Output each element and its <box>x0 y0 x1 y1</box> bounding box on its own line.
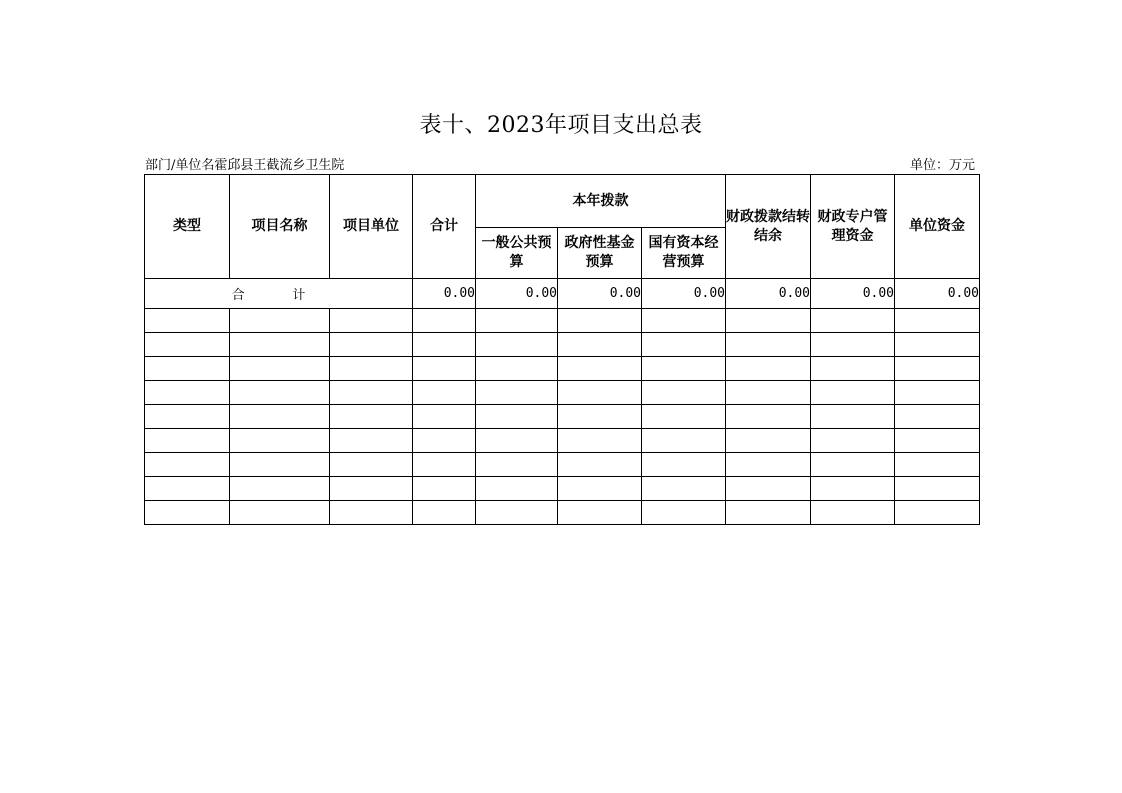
table-cell <box>558 309 642 333</box>
table-cell <box>895 501 980 525</box>
total-value-total: 0.00 <box>413 279 476 309</box>
table-cell <box>558 453 642 477</box>
table-cell <box>642 333 726 357</box>
table-cell <box>895 405 980 429</box>
header-government-fund-budget: 政府性基金预算 <box>558 228 642 279</box>
table-cell <box>230 501 330 525</box>
table-cell <box>230 309 330 333</box>
table-cell <box>476 429 558 453</box>
table-row <box>145 333 980 357</box>
table-cell <box>145 501 230 525</box>
table-cell <box>642 309 726 333</box>
table-row <box>145 477 980 501</box>
table-cell <box>330 477 413 501</box>
total-value-general-public-budget: 0.00 <box>476 279 558 309</box>
table-cell <box>811 429 895 453</box>
table-cell <box>558 477 642 501</box>
header-current-year-allocation: 本年拨款 <box>476 175 726 228</box>
table-cell <box>811 357 895 381</box>
header-fiscal-carryover: 财政拨款结转结余 <box>726 175 811 279</box>
header-state-capital-budget: 国有资本经营预算 <box>642 228 726 279</box>
total-value-fiscal-carryover: 0.00 <box>726 279 811 309</box>
page-title: 表十、2023年项目支出总表 <box>419 113 703 138</box>
table-cell <box>413 357 476 381</box>
department-label: 部门/单位名霍邱县王截流乡卫生院 <box>145 158 345 173</box>
table-cell <box>558 405 642 429</box>
table-cell <box>145 477 230 501</box>
table-cell <box>230 453 330 477</box>
table-cell <box>230 381 330 405</box>
header-project-name: 项目名称 <box>230 175 330 279</box>
table-cell <box>413 405 476 429</box>
table-cell <box>230 429 330 453</box>
table-row <box>145 453 980 477</box>
table-cell <box>642 453 726 477</box>
table-cell <box>726 381 811 405</box>
header-project-unit: 项目单位 <box>330 175 413 279</box>
table-cell <box>330 357 413 381</box>
project-expenditure-table <box>144 174 980 525</box>
table-cell <box>895 453 980 477</box>
table-row <box>145 309 980 333</box>
header-type: 类型 <box>145 175 230 279</box>
total-value-state-capital-budget: 0.00 <box>642 279 726 309</box>
table-cell <box>642 501 726 525</box>
table-cell <box>230 405 330 429</box>
table-cell <box>726 333 811 357</box>
table-cell <box>726 453 811 477</box>
total-value-government-fund-budget: 0.00 <box>558 279 642 309</box>
table-cell <box>558 357 642 381</box>
table-cell <box>726 309 811 333</box>
table-cell <box>330 453 413 477</box>
table-cell <box>476 501 558 525</box>
table-cell <box>642 429 726 453</box>
table-cell <box>642 357 726 381</box>
table-cell <box>145 357 230 381</box>
table-cell <box>726 501 811 525</box>
table-cell <box>230 333 330 357</box>
table-cell <box>413 381 476 405</box>
table-cell <box>642 405 726 429</box>
table-cell <box>330 429 413 453</box>
table-row <box>145 501 980 525</box>
table-cell <box>811 453 895 477</box>
table-cell <box>145 333 230 357</box>
table-cell <box>642 477 726 501</box>
table-cell <box>726 429 811 453</box>
table-row <box>145 357 980 381</box>
table-cell <box>895 309 980 333</box>
table-cell <box>811 405 895 429</box>
table-cell <box>413 429 476 453</box>
table-cell <box>476 405 558 429</box>
total-value-unit-funds: 0.00 <box>895 279 980 309</box>
table-cell <box>811 333 895 357</box>
table-cell <box>476 453 558 477</box>
header-general-public-budget: 一般公共预算 <box>476 228 558 279</box>
table-cell <box>145 453 230 477</box>
table-cell <box>145 405 230 429</box>
table-cell <box>726 477 811 501</box>
total-row <box>145 279 980 309</box>
table-cell <box>413 453 476 477</box>
unit-label: 单位：万元 <box>909 158 975 173</box>
table-cell <box>895 381 980 405</box>
table-cell <box>330 381 413 405</box>
table-cell <box>145 381 230 405</box>
table-cell <box>726 357 811 381</box>
total-value-fiscal-special-account: 0.00 <box>811 279 895 309</box>
table-cell <box>330 309 413 333</box>
table-cell <box>413 477 476 501</box>
table-body <box>145 279 980 525</box>
total-label: 合 计 <box>145 279 413 309</box>
table-cell <box>330 501 413 525</box>
table-cell <box>413 333 476 357</box>
table-cell <box>145 429 230 453</box>
table-cell <box>726 405 811 429</box>
table-cell <box>476 309 558 333</box>
table-cell <box>145 309 230 333</box>
table-row <box>145 381 980 405</box>
table-cell <box>330 333 413 357</box>
table-cell <box>895 429 980 453</box>
table-row <box>145 429 980 453</box>
table-cell <box>558 333 642 357</box>
table-cell <box>811 501 895 525</box>
table-cell <box>230 357 330 381</box>
table-cell <box>895 477 980 501</box>
header-fiscal-special-account: 财政专户管理资金 <box>811 175 895 279</box>
table-cell <box>413 501 476 525</box>
table-cell <box>476 357 558 381</box>
table-cell <box>642 381 726 405</box>
table-cell <box>895 357 980 381</box>
table-cell <box>558 429 642 453</box>
table-cell <box>895 333 980 357</box>
header-total: 合计 <box>413 175 476 279</box>
table-cell <box>811 309 895 333</box>
table-cell <box>413 309 476 333</box>
table-cell <box>811 477 895 501</box>
table-cell <box>558 381 642 405</box>
table-row <box>145 405 980 429</box>
table-cell <box>476 333 558 357</box>
table-cell <box>476 381 558 405</box>
table-cell <box>558 501 642 525</box>
table-cell <box>811 381 895 405</box>
table-cell <box>476 477 558 501</box>
header-unit-funds: 单位资金 <box>895 175 980 279</box>
table-cell <box>230 477 330 501</box>
table-cell <box>330 405 413 429</box>
